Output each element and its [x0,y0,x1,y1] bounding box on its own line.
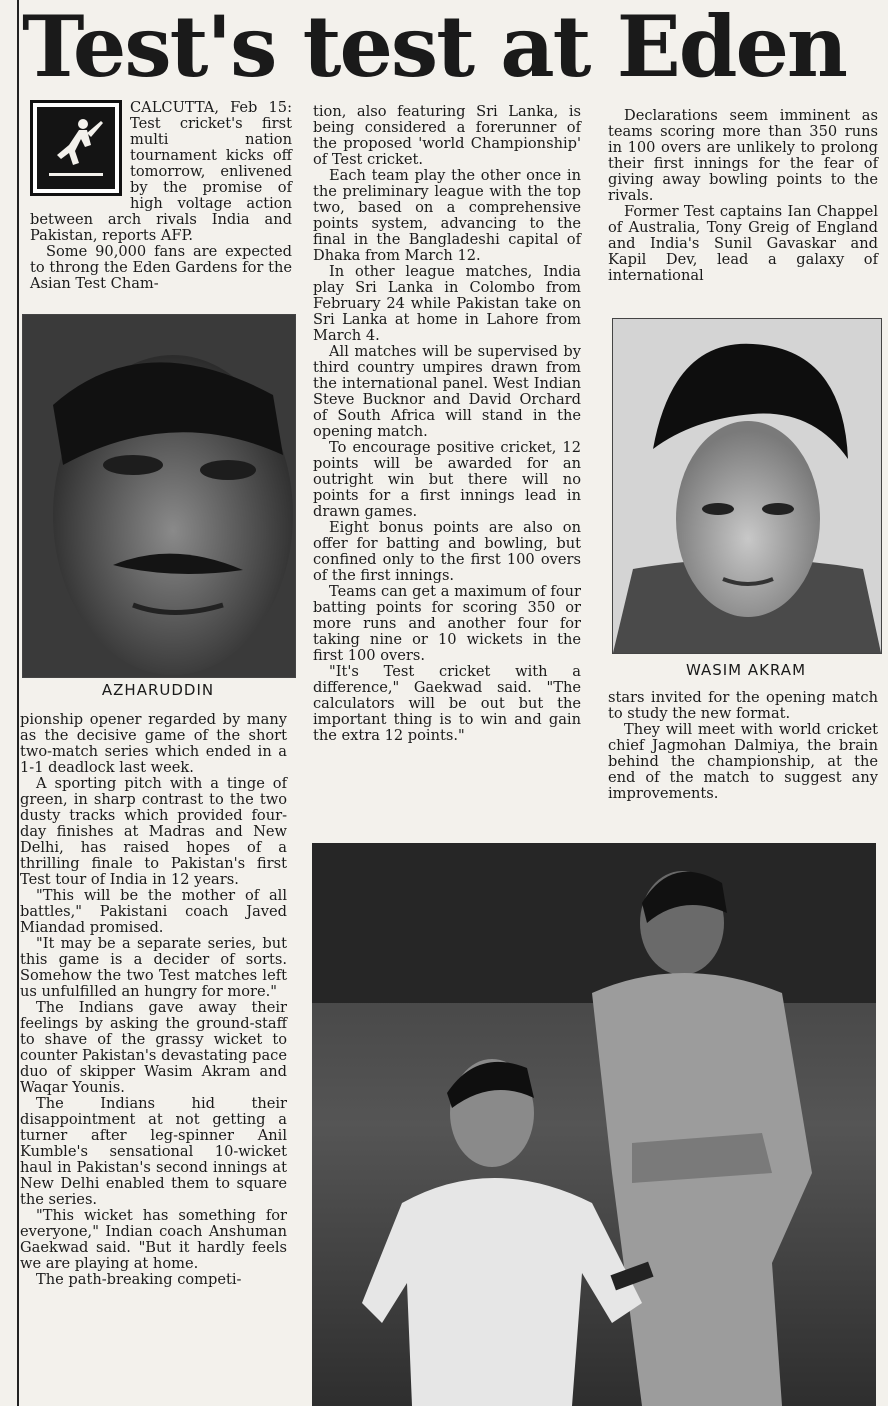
paragraph: The Indians gave away their feelings by asking the ground-staff to shave of the grassy wicket to counter Pakistan's devastating pace duo of skipper Wasim Akram and Waqar Younis. [20,999,287,1096]
paragraph: stars invited for the opening match to study the new format. [608,689,878,722]
article-column-3-top [608,108,878,284]
article-column-1-bottom [20,712,287,1288]
article-column-3-bottom [608,690,878,802]
column-rule [17,0,19,1406]
wasim-akram-caption: WASIM AKRAM [685,661,807,679]
paragraph: "This wicket has something for everyone," Indian coach Anshuman Gaekwad said. "But it hardly feels we are playing at home. [20,1207,287,1272]
paragraph: The path-breaking competi- [36,1271,242,1288]
paragraph: Each team play the other once in the preliminary league with the top two, based on a comprehensive points system, advancing to the final in the Bangladeshi capital of Dhaka from March 12. [313,167,581,264]
article-column-1-top [30,100,292,292]
paragraph: pionship opener regarded by many as the decisive game of the short two-match series which ended in a 1-1 deadlock last week. [20,711,287,776]
paragraph: Some 90,000 fans are expected to throng the Eden Gardens for the Asian Test Cham- [30,243,292,292]
azharuddin-photo [22,314,296,678]
headline: Test's test at Eden [22,0,846,96]
paragraph: The Indians hid their disappointment at not getting a turner after leg-spinner Anil Kumble's sensational 10-wicket haul in Pakistan's second innings at New Delhi enabled them to square the series. [20,1095,287,1208]
paragraph: "It may be a separate series, but this game is a decider of sorts. Somehow the two Test matches left us unfulfilled an hungry for more." [20,935,287,1000]
paragraph: Declarations seem imminent as teams scoring more than 350 runs in 100 overs are unlikely to prolong their first innings for the fear of giving away bowling points to the rivals. [608,107,878,204]
players-photo [312,843,876,1406]
paragraph: All matches will be supervised by third country umpires drawn from the international panel. West Indian Steve Bucknor and David Orchard of South Africa will stand in the opening match. [313,343,581,440]
paragraph: tion, also featuring Sri Lanka, is being considered a forerunner of the proposed 'world Championship' of Test cricket. [313,103,581,168]
paragraph: Former Test captains Ian Chappel of Australia, Tony Greig of England and India's Sunil Gavaskar and Kapil Dev, lead a galaxy of international [608,203,878,284]
paragraph: A sporting pitch with a tinge of green, in sharp contrast to the two dusty tracks which provided four-day finishes at Madras and New Delhi, has raised hopes of a thrilling finale to Pakistan's first Test tour of India in 12 years. [20,775,287,888]
paragraph: Eight bonus points are also on offer for batting and bowling, but confined only to the first 100 overs of the first innings. [313,519,581,584]
paragraph: In other league matches, India play Sri Lanka in Colombo from February 24 while Pakistan take on Sri Lanka at home in Lahore from March 4. [313,263,581,344]
paragraph: Teams can get a maximum of four batting points for scoring 350 or more runs and another four for taking nine or 10 wickets in the first 100 overs. [313,583,581,664]
article-column-2 [313,104,581,744]
paragraph: "This will be the mother of all battles," Pakistani coach Javed Miandad promised. [20,887,287,936]
wasim-akram-photo [612,318,882,654]
paragraph: To encourage positive cricket, 12 points will be awarded for an outright win but there will no points for a first innings lead in drawn games. [313,439,581,520]
cricketer-silhouette-icon [30,100,122,196]
paragraph: They will meet with world cricket chief Jagmohan Dalmiya, the brain behind the championship, at the end of the match to suggest any improvements. [608,721,878,802]
paragraph: "It's Test cricket with a difference," Gaekwad said. "The calculators will be out but the important thing is to win and gain the extra 12 points." [313,663,581,744]
paragraph: CALCUTTA, Feb 15: Test cricket's first multi nation tournament kicks off tomorrow, enlivened by the promise of high voltage action between arch rivals India and Pakistan, reports AFP. [30,99,292,244]
azharuddin-caption: AZHARUDDIN [101,681,215,699]
